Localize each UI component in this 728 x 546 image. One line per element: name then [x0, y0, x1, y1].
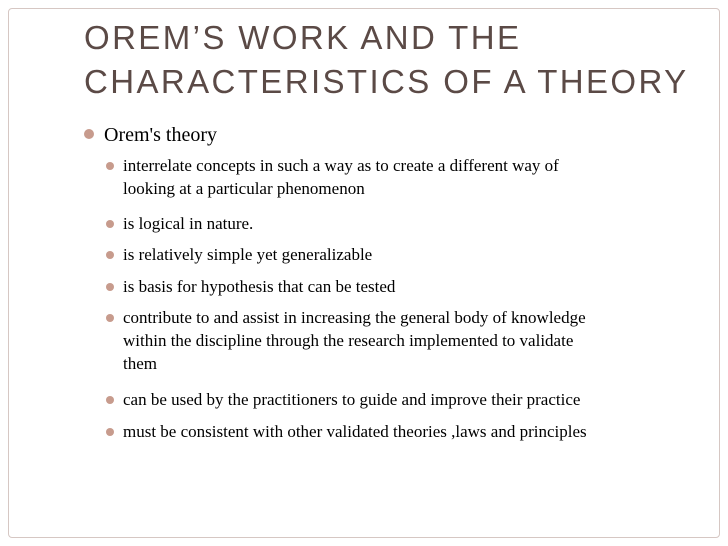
slide-title-line-1: OREM’S WORK AND THE: [84, 19, 522, 56]
sub-bullet-item-6: [123, 388, 683, 411]
sub-bullet-item-1-line-2: looking at a particular phenomenon: [123, 179, 365, 198]
sub-bullet-item-3-line-1: is relatively simple yet generalizable: [123, 245, 373, 264]
bullet-dot-icon: [84, 129, 94, 139]
slide-title-line-2: CHARACTERISTICS OF A THEORY: [84, 63, 689, 100]
sub-bullet-item-6-line-1: can be used by the practitioners to guide and improve their practice: [123, 390, 581, 409]
sub-bullet-item-7: [123, 420, 683, 443]
sub-bullet-item-7-line-1: must be consistent with other validated theories ,laws and principles: [123, 422, 587, 441]
sub-bullet-dot-icon: [106, 283, 114, 291]
sub-bullet-dot-icon: [106, 396, 114, 404]
sub-bullet-item-4: [123, 275, 683, 298]
sub-bullet-item-4-line-1: is basis for hypothesis that can be tested: [123, 277, 396, 296]
sub-bullet-item-5-line-2: within the discipline through the research implemented to validate: [123, 331, 574, 350]
sub-bullet-dot-icon: [106, 251, 114, 259]
main-bullet-text: Orem's theory: [104, 124, 218, 146]
sub-bullet-item-2-line-1: is logical in nature.: [123, 214, 254, 233]
sub-bullet-item-1: [123, 154, 683, 200]
sub-bullet-dot-icon: [106, 220, 114, 228]
sub-bullet-dot-icon: [106, 162, 114, 170]
sub-bullet-item-5: [123, 306, 683, 375]
sub-bullet-item-5-line-3: them: [123, 354, 157, 373]
sub-bullet-item-5-line-1: contribute to and assist in increasing the general body of knowledge: [123, 308, 586, 327]
sub-bullet-item-1-line-1: interrelate concepts in such a way as to create a different way of: [123, 156, 559, 175]
sub-bullet-dot-icon: [106, 428, 114, 436]
sub-bullet-item-3: [123, 243, 683, 266]
sub-bullet-item-2: [123, 212, 683, 235]
sub-bullet-dot-icon: [106, 314, 114, 322]
